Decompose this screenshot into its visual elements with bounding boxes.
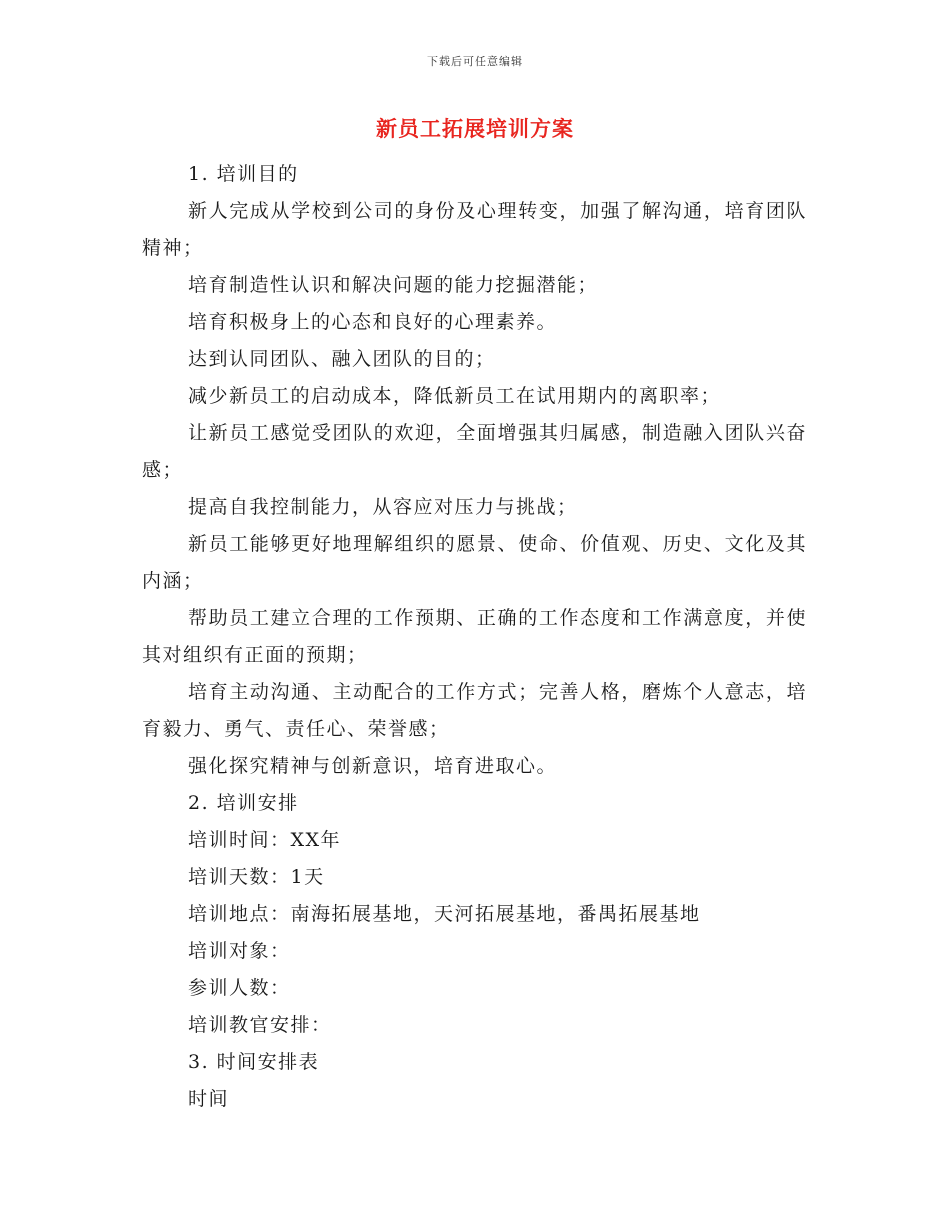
paragraph: 减少新员工的启动成本，降低新员工在试用期内的离职率； <box>188 385 722 407</box>
training-days: 培训天数：1天 <box>188 866 325 888</box>
instructor-arrangement: 培训教官安排： <box>188 1014 332 1036</box>
paragraph: 新员工能够更好地理解组织的愿景、使命、价值观、历史、文化及其内涵； <box>142 533 807 592</box>
participant-count: 参训人数： <box>188 977 291 999</box>
paragraph: 达到认同团队、融入团队的目的； <box>188 348 496 370</box>
section-heading-arrangement: 2. 培训安排 <box>188 792 299 814</box>
paragraph: 提高自我控制能力，从容应对压力与挑战； <box>188 496 578 518</box>
document-body <box>142 156 807 1118</box>
section-heading-schedule: 3. 时间安排表 <box>188 1051 320 1073</box>
paragraph: 让新员工感觉受团队的欢迎，全面增强其归属感，制造融入团队兴奋感； <box>142 422 807 481</box>
paragraph: 新人完成从学校到公司的身份及心理转变，加强了解沟通，培育团队精神； <box>142 200 807 259</box>
training-time: 培训时间：XX年 <box>188 829 342 851</box>
paragraph: 强化探究精神与创新意识，培育进取心。 <box>188 755 558 777</box>
document-title: 新员工拓展培训方案 <box>376 116 574 141</box>
training-target: 培训对象： <box>188 940 291 962</box>
section-heading-purpose: 1. 培训目的 <box>188 163 299 185</box>
schedule-time-label: 时间 <box>188 1088 230 1110</box>
paragraph: 培育制造性认识和解决问题的能力挖掘潜能； <box>188 274 599 296</box>
paragraph: 帮助员工建立合理的工作预期、正确的工作态度和工作满意度，并使其对组织有正面的预期； <box>142 607 807 666</box>
paragraph: 培育主动沟通、主动配合的工作方式；完善人格，磨炼个人意志，培育毅力、勇气、责任心、荣誉感； <box>142 681 807 740</box>
header-note: 下载后可任意编辑 <box>427 55 523 68</box>
paragraph: 培育积极身上的心态和良好的心理素养。 <box>188 311 558 333</box>
training-location: 培训地点：南海拓展基地，天河拓展基地，番禺拓展基地 <box>188 903 701 925</box>
